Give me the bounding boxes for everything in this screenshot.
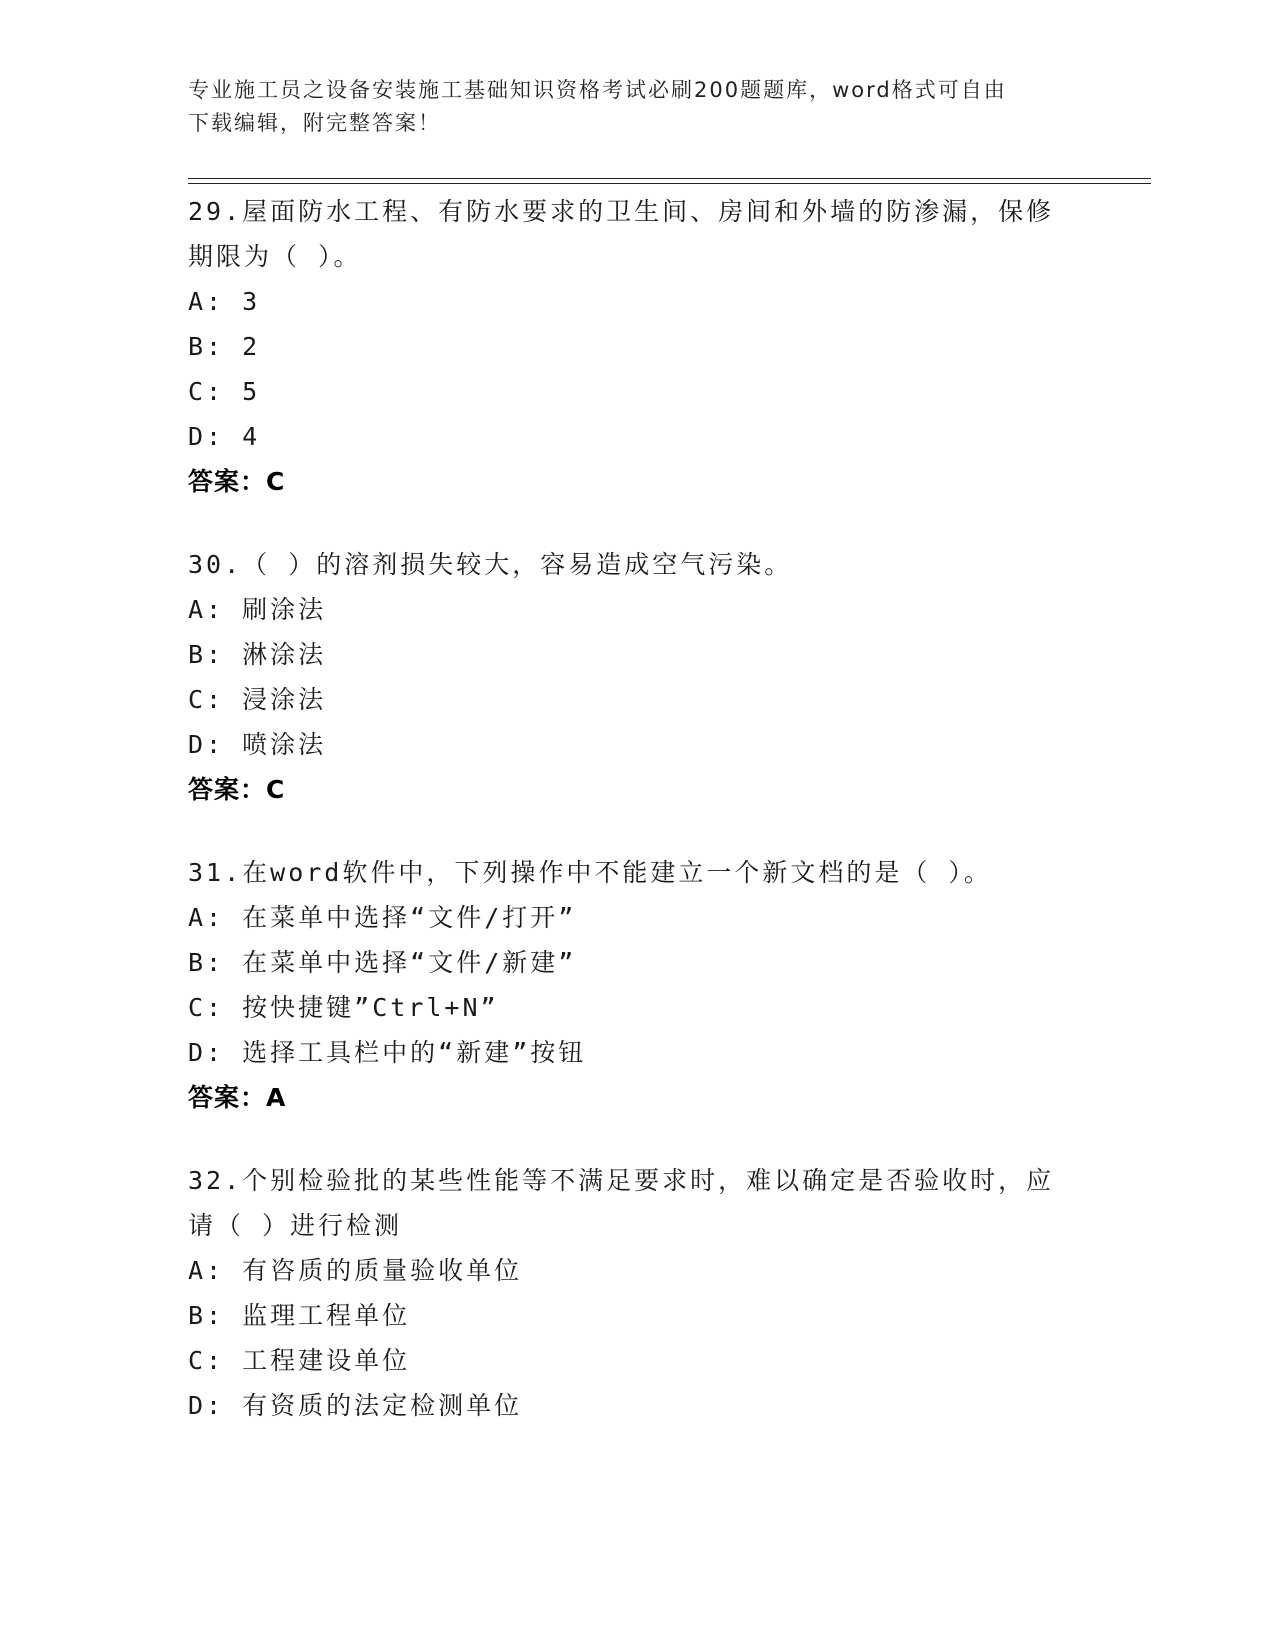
answer-line (188, 459, 1088, 504)
header-line-2: 下载编辑，附完整答案！ (188, 111, 441, 135)
question-stem-line: 32.个别检验批的某些性能等不满足要求时，难以确定是否验收时，应 (188, 1166, 1055, 1195)
answer-label: 答案： (188, 775, 267, 804)
option-d: D: 有资质的法定检测单位 (188, 1391, 523, 1420)
question-stem-line: 29.屋面防水工程、有防水要求的卫生间、房间和外墙的防渗漏，保修 (188, 197, 1055, 226)
option-d: D: 选择工具栏中的“新建”按钮 (188, 1038, 587, 1067)
question-32 (188, 1158, 1088, 1428)
option-a: A: 在菜单中选择“文件/打开” (188, 903, 577, 932)
option-a: A: 3 (188, 287, 261, 316)
header-divider-top (188, 178, 1151, 179)
header-divider-bottom (188, 183, 1151, 184)
answer-value: C (266, 775, 286, 804)
question-stem-line: 31.在word软件中，下列操作中不能建立一个新文档的是（ ）。 (188, 858, 992, 887)
question-30 (188, 542, 1088, 812)
answer-line (188, 767, 1088, 812)
header-line-1: 专业施工员之设备安装施工基础知识资格考试必刷200题题库，word格式可自由 (188, 78, 1007, 102)
option-c: C: 工程建设单位 (188, 1346, 411, 1375)
option-a: A: 有咨质的质量验收单位 (188, 1256, 523, 1285)
answer-label: 答案： (188, 1083, 267, 1112)
question-stem-line: 30.（ ）的溶剂损失较大，容易造成空气污染。 (188, 550, 793, 579)
option-d: D: 4 (188, 422, 261, 451)
answer-label: 答案： (188, 467, 267, 496)
answer-value: C (266, 467, 286, 496)
option-a: A: 刷涂法 (188, 595, 327, 624)
option-c: C: 浸涂法 (188, 685, 327, 714)
question-29 (188, 189, 1088, 504)
option-c: C: 按快捷键”Ctrl+N” (188, 993, 499, 1022)
question-stem-line: 请（ ）进行检测 (188, 1211, 403, 1240)
option-c: C: 5 (188, 377, 261, 406)
question-31 (188, 850, 1088, 1120)
option-d: D: 喷涂法 (188, 730, 327, 759)
answer-value: A (266, 1083, 287, 1112)
question-list (188, 189, 1088, 1466)
question-stem-line: 期限为（ ）。 (188, 242, 362, 271)
option-b: B: 在菜单中选择“文件/新建” (188, 948, 577, 977)
option-b: B: 监理工程单位 (188, 1301, 411, 1330)
document-header (188, 74, 1088, 140)
answer-line (188, 1075, 1088, 1120)
option-b: B: 淋涂法 (188, 640, 327, 669)
option-b: B: 2 (188, 332, 261, 361)
